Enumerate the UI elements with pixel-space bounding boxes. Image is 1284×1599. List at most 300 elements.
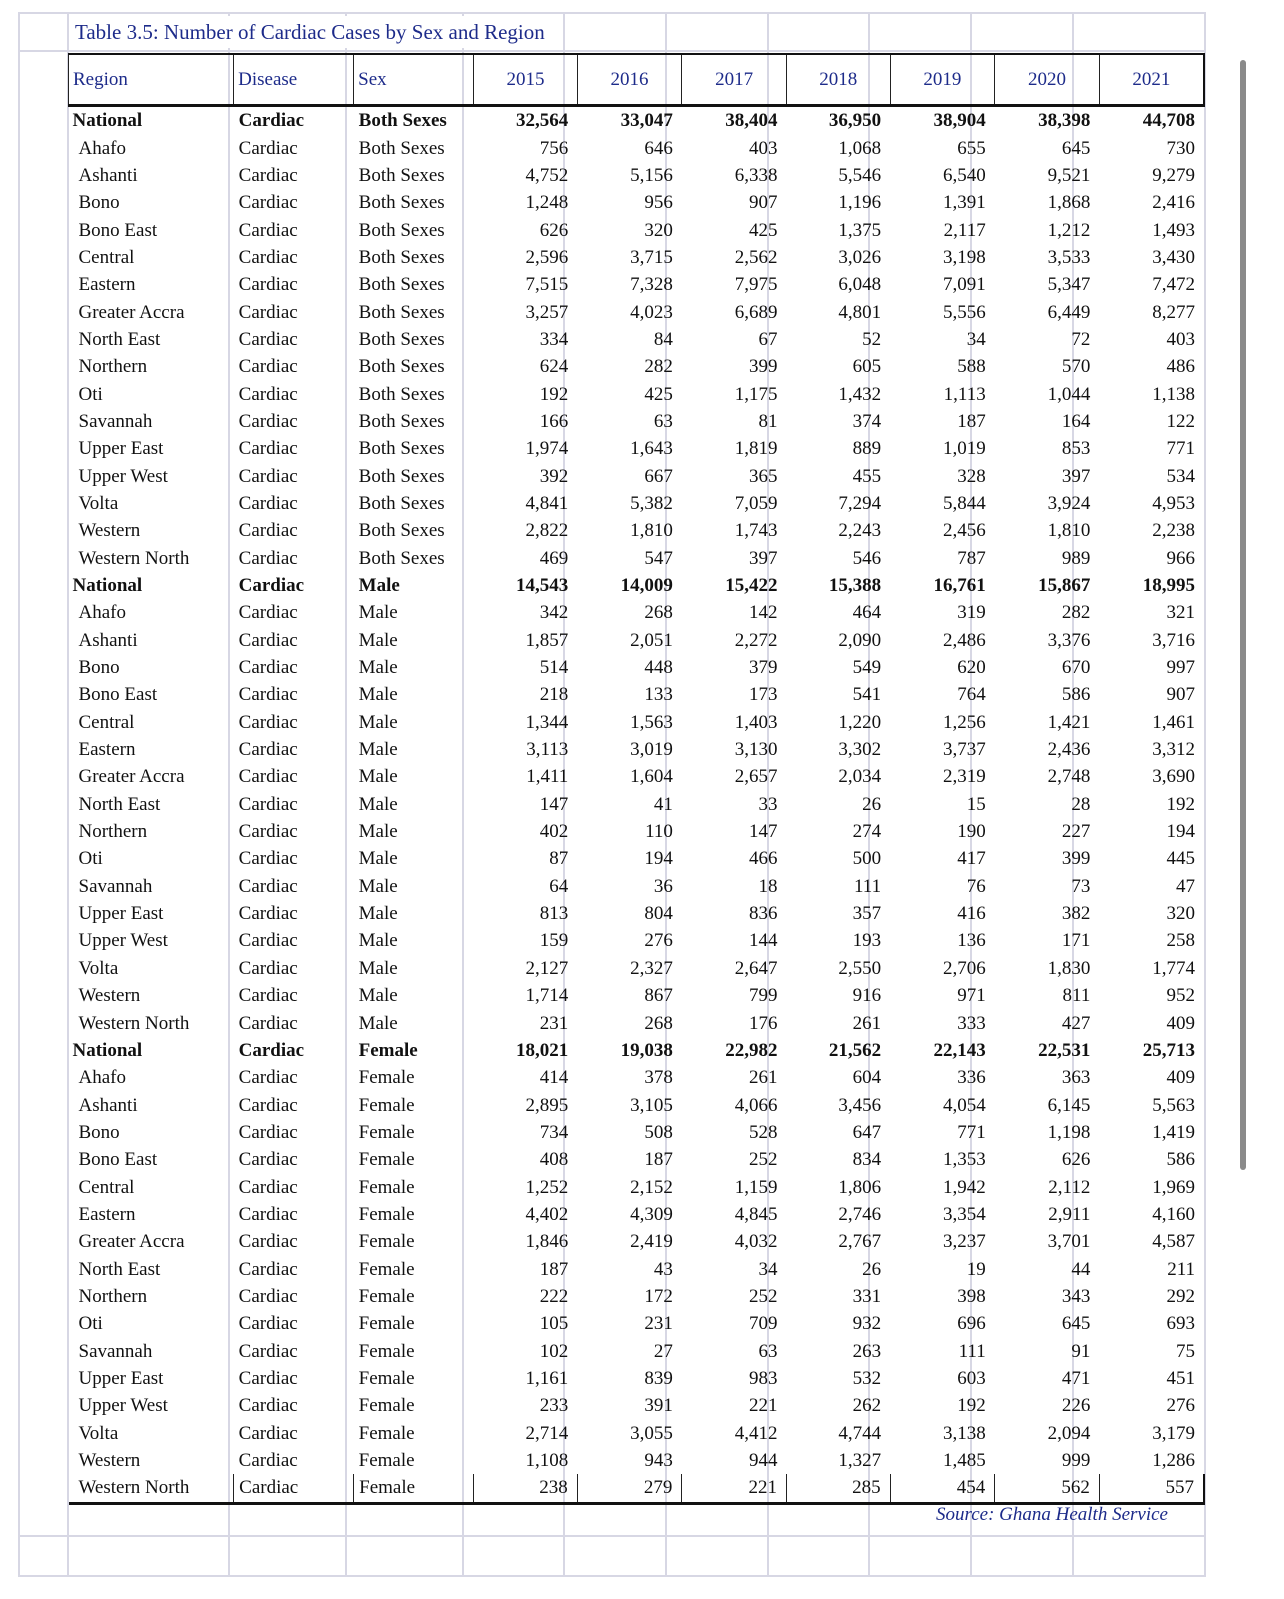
value-cell-2019: 2,117: [943, 219, 986, 241]
column-header-2015: 2015: [474, 54, 578, 106]
value-cell-2017: 81: [758, 410, 778, 432]
table-row: [69, 326, 1205, 353]
value-cell-2021: 194: [1166, 821, 1195, 843]
table-row: [69, 955, 1205, 982]
value-cell-2020: 626: [1061, 1149, 1091, 1171]
region-cell: Northern: [78, 821, 148, 843]
value-cell-2017: 18: [758, 875, 778, 897]
table-row: [69, 818, 1205, 845]
value-cell-2017: 67: [758, 328, 778, 350]
sex-cell: Female: [358, 1094, 415, 1116]
value-cell-2019: 76: [966, 875, 986, 897]
region-cell: Upper West: [78, 1395, 168, 1417]
table-row: [69, 408, 1205, 435]
disease-cell: Cardiac: [238, 1203, 298, 1225]
value-cell-2021: 1,493: [1152, 219, 1195, 241]
region-cell: Central: [78, 711, 135, 733]
value-cell-2018: 455: [852, 465, 882, 487]
value-cell-2019: 336: [957, 1067, 986, 1089]
column-header-region: Region: [69, 54, 234, 106]
value-cell-2018: 1,196: [838, 192, 882, 214]
value-cell-2016: 5,382: [630, 492, 673, 514]
value-cell-2021: 403: [1166, 328, 1195, 350]
value-cell-2018: 932: [852, 1313, 882, 1335]
sex-cell: Female: [358, 1176, 415, 1198]
value-cell-2016: 231: [644, 1313, 673, 1335]
value-cell-2017: 142: [748, 602, 778, 624]
table-row: [69, 1283, 1205, 1310]
sex-cell: Both Sexes: [358, 547, 445, 569]
value-cell-2015: 4,752: [525, 164, 569, 186]
value-cell-2019: 771: [957, 1121, 986, 1143]
value-cell-2015: 166: [539, 410, 569, 432]
value-cell-2021: 907: [1166, 684, 1195, 706]
value-cell-2015: 2,596: [525, 246, 569, 268]
value-cell-2019: 19: [966, 1258, 986, 1280]
value-cell-2018: 5,546: [838, 164, 882, 186]
value-cell-2020: 282: [1061, 602, 1091, 624]
region-cell: North East: [78, 793, 161, 815]
column-header-disease: Disease: [234, 54, 354, 106]
value-cell-2019: 3,354: [942, 1203, 986, 1225]
value-cell-2016: 5,156: [630, 164, 673, 186]
value-cell-2020: 1,044: [1047, 383, 1091, 405]
region-cell: Northern: [78, 356, 148, 378]
value-cell-2018: 357: [852, 903, 882, 925]
value-cell-2016: 1,604: [630, 766, 673, 788]
value-cell-2020: 2,911: [1048, 1203, 1091, 1225]
value-cell-2017: 176: [748, 1012, 778, 1034]
value-cell-2016: 63: [653, 410, 673, 432]
value-cell-2019: 4,054: [942, 1094, 986, 1116]
value-cell-2020: 28: [1071, 793, 1091, 815]
value-cell-2018: 3,302: [838, 739, 882, 761]
value-cell-2019: 2,486: [942, 629, 986, 651]
value-cell-2017: 983: [748, 1367, 778, 1389]
table-row: [69, 244, 1205, 271]
table-row-national: [69, 1037, 1205, 1064]
table-row: [69, 627, 1205, 654]
sex-cell: Male: [358, 602, 398, 624]
value-cell-2016: 547: [644, 547, 673, 569]
disease-cell: Cardiac: [238, 629, 298, 651]
value-cell-2019: 187: [957, 410, 986, 432]
value-cell-2017: 15,422: [725, 575, 778, 597]
value-cell-2015: 2,822: [525, 520, 569, 542]
value-cell-2015: 147: [539, 793, 569, 815]
value-cell-2015: 334: [539, 328, 569, 350]
value-cell-2018: 605: [852, 356, 882, 378]
value-cell-2017: 6,338: [734, 164, 778, 186]
value-cell-2015: 1,974: [525, 438, 569, 460]
sex-cell: Both Sexes: [358, 438, 445, 460]
value-cell-2015: 402: [539, 821, 569, 843]
value-cell-2017: 2,647: [734, 957, 778, 979]
sex-cell: Both Sexes: [358, 110, 447, 132]
value-cell-2020: 9,521: [1047, 164, 1091, 186]
value-cell-2017: 799: [748, 985, 778, 1007]
value-cell-2017: 252: [748, 1285, 778, 1307]
table-row: [69, 490, 1205, 517]
value-cell-2019: 417: [957, 848, 986, 870]
disease-cell: Cardiac: [238, 465, 298, 487]
table-row: [69, 763, 1205, 790]
value-cell-2015: 32,564: [515, 110, 569, 132]
value-cell-2019: 333: [957, 1012, 986, 1034]
disease-cell: Cardiac: [238, 985, 298, 1007]
value-cell-2021: 2,416: [1152, 192, 1195, 214]
value-cell-2020: 3,376: [1047, 629, 1091, 651]
value-cell-2020: 999: [1061, 1450, 1091, 1472]
sex-cell: Female: [358, 1367, 415, 1389]
disease-cell: Cardiac: [238, 739, 298, 761]
table-row: [69, 1091, 1205, 1118]
region-cell: Volta: [78, 1422, 119, 1444]
value-cell-2019: 398: [957, 1285, 986, 1307]
sex-cell: Female: [358, 1395, 415, 1417]
region-cell: Central: [78, 246, 135, 268]
value-cell-2017: 4,412: [734, 1422, 778, 1444]
region-cell: Greater Accra: [78, 301, 185, 323]
value-cell-2020: 44: [1071, 1258, 1091, 1280]
value-cell-2018: 261: [852, 1012, 882, 1034]
value-cell-2021: 3,430: [1152, 246, 1195, 268]
value-cell-2017: 403: [748, 137, 778, 159]
vertical-scrollbar[interactable]: [1240, 60, 1246, 1170]
value-cell-2018: 2,746: [838, 1203, 882, 1225]
value-cell-2018: 647: [852, 1121, 882, 1143]
disease-cell: Cardiac: [234, 1474, 354, 1503]
value-cell-2019: 328: [957, 465, 986, 487]
value-cell-2021: 4,953: [1152, 492, 1195, 514]
value-cell-2021: 122: [1166, 410, 1195, 432]
value-cell-2020: 91: [1071, 1340, 1091, 1362]
region-cell: Upper West: [78, 930, 168, 952]
value-cell-2018: 26: [862, 1258, 882, 1280]
value-cell-2016: 27: [653, 1340, 673, 1362]
value-cell-2016: 956: [644, 192, 673, 214]
disease-cell: Cardiac: [238, 1395, 298, 1417]
disease-cell: Cardiac: [238, 1067, 298, 1089]
table-row: [69, 435, 1205, 462]
column-header-2019: 2019: [890, 54, 995, 106]
value-cell-2016: 378: [644, 1067, 673, 1089]
value-cell-2017: 252: [748, 1149, 778, 1171]
region-cell: National: [72, 1039, 143, 1061]
value-cell-2016: 646: [644, 137, 673, 159]
value-cell-2019: 764: [957, 684, 986, 706]
value-cell-2018: 2,767: [838, 1231, 882, 1253]
value-cell-2015: 238: [474, 1474, 578, 1503]
table-row: [69, 1392, 1205, 1419]
value-cell-2020: 989: [1061, 547, 1091, 569]
region-cell: Ahafo: [78, 1067, 126, 1089]
table-row: [69, 1447, 1205, 1474]
value-cell-2016: 19,038: [620, 1039, 673, 1061]
value-cell-2018: 541: [852, 684, 882, 706]
region-cell: Western North: [78, 1012, 190, 1034]
value-cell-2015: 624: [539, 356, 569, 378]
value-cell-2017: 1,175: [734, 383, 778, 405]
value-cell-2015: 813: [539, 903, 569, 925]
value-cell-2015: 1,846: [525, 1231, 569, 1253]
table-row: [69, 462, 1205, 489]
value-cell-2021: 258: [1166, 930, 1195, 952]
disease-cell: Cardiac: [238, 957, 298, 979]
sex-cell: Male: [358, 739, 398, 761]
region-cell: Ashanti: [78, 164, 138, 186]
value-cell-2017: 63: [758, 1340, 778, 1362]
value-cell-2018: 331: [852, 1285, 882, 1307]
cardiac-cases-table: [68, 53, 1205, 1505]
value-cell-2015: 105: [539, 1313, 569, 1335]
value-cell-2018: 3,026: [838, 246, 882, 268]
value-cell-2021: 75: [1176, 1340, 1195, 1362]
value-cell-2020: 1,212: [1047, 219, 1091, 241]
value-cell-2021: 292: [1166, 1285, 1195, 1307]
value-cell-2016: 33,047: [620, 110, 673, 132]
value-cell-2015: 1,248: [525, 192, 569, 214]
table-row: [69, 271, 1205, 298]
value-cell-2020: 2,094: [1047, 1422, 1091, 1444]
value-cell-2016: 425: [644, 383, 673, 405]
value-cell-2016: 133: [644, 684, 673, 706]
value-cell-2019: 16,761: [933, 575, 986, 597]
value-cell-2021: 2,238: [1152, 520, 1195, 542]
value-cell-2015: 2,895: [525, 1094, 569, 1116]
value-cell-2016: 187: [644, 1149, 673, 1171]
value-cell-2020: 397: [1061, 465, 1091, 487]
table-row: [69, 545, 1205, 572]
sex-cell: Both Sexes: [358, 356, 445, 378]
value-cell-2017: 147: [748, 821, 778, 843]
value-cell-2020: 811: [1062, 985, 1091, 1007]
disease-cell: Cardiac: [238, 657, 298, 679]
value-cell-2015: 756: [539, 137, 569, 159]
disease-cell: Cardiac: [238, 903, 298, 925]
value-cell-2016: 268: [644, 602, 673, 624]
region-cell: Upper East: [78, 438, 164, 460]
value-cell-2021: 8,277: [1152, 301, 1195, 323]
region-cell: Oti: [78, 1313, 103, 1335]
value-cell-2018: 262: [852, 1395, 882, 1417]
sex-cell: Female: [358, 1149, 415, 1171]
disease-cell: Cardiac: [238, 219, 298, 241]
value-cell-2019: 2,319: [942, 766, 986, 788]
sex-cell: Male: [358, 957, 398, 979]
value-cell-2019: 1,113: [943, 383, 986, 405]
region-cell: Oti: [78, 383, 103, 405]
value-cell-2018: 546: [852, 547, 882, 569]
value-cell-2015: 469: [539, 547, 569, 569]
disease-cell: Cardiac: [238, 602, 298, 624]
sex-cell: Female: [358, 1313, 415, 1335]
value-cell-2016: 839: [644, 1367, 673, 1389]
value-cell-2017: 399: [748, 356, 778, 378]
value-cell-2016: 4,309: [630, 1203, 673, 1225]
value-cell-2021: 3,179: [1152, 1422, 1195, 1444]
value-cell-2015: 4,402: [525, 1203, 569, 1225]
value-cell-2016: 2,419: [630, 1231, 673, 1253]
region-cell: Ahafo: [78, 137, 126, 159]
value-cell-2016: 84: [653, 328, 673, 350]
value-cell-2015: 1,857: [525, 629, 569, 651]
value-cell-2021: 534: [1166, 465, 1195, 487]
value-cell-2019: 655: [957, 137, 986, 159]
sex-cell: Both Sexes: [358, 137, 445, 159]
value-cell-2016: 3,105: [630, 1094, 673, 1116]
value-cell-2020: 471: [1061, 1367, 1091, 1389]
value-cell-2018: 2,090: [838, 629, 882, 651]
column-header-2020: 2020: [995, 54, 1100, 106]
sex-cell: Both Sexes: [358, 164, 445, 186]
value-cell-2019: 136: [957, 930, 986, 952]
value-cell-2016: 3,055: [630, 1422, 673, 1444]
value-cell-2019: 6,540: [942, 164, 986, 186]
region-cell: National: [72, 110, 143, 132]
disease-cell: Cardiac: [238, 1285, 298, 1307]
value-cell-2017: 836: [748, 903, 778, 925]
table-row: [69, 353, 1205, 380]
value-cell-2015: 1,714: [525, 985, 569, 1007]
table-row: [69, 517, 1205, 544]
value-cell-2017: 34: [758, 1258, 778, 1280]
value-cell-2018: 21,562: [828, 1039, 882, 1061]
value-cell-2018: 274: [852, 821, 882, 843]
table-row: [69, 1064, 1205, 1091]
value-cell-2019: 1,485: [942, 1450, 986, 1472]
value-cell-2019: 111: [958, 1340, 986, 1362]
value-cell-2016: 41: [653, 793, 673, 815]
value-cell-2016: 43: [653, 1258, 673, 1280]
value-cell-2016: 2,051: [630, 629, 673, 651]
value-cell-2019: 34: [966, 328, 986, 350]
disease-cell: Cardiac: [238, 383, 298, 405]
value-cell-2015: 87: [549, 848, 569, 870]
table-row: [69, 681, 1205, 708]
value-cell-2020: 2,436: [1047, 739, 1091, 761]
table-row: [69, 1365, 1205, 1392]
region-cell: Greater Accra: [78, 766, 185, 788]
value-cell-2020: 2,112: [1048, 1176, 1091, 1198]
value-cell-2019: 696: [957, 1313, 986, 1335]
sex-cell: Both Sexes: [358, 274, 445, 296]
value-cell-2018: 3,456: [838, 1094, 882, 1116]
value-cell-2016: 7,328: [630, 274, 673, 296]
region-cell: Bono East: [78, 219, 158, 241]
sex-cell: Male: [358, 711, 398, 733]
value-cell-2015: 7,515: [525, 274, 569, 296]
value-cell-2019: 22,143: [933, 1039, 986, 1061]
value-cell-2016: 268: [644, 1012, 673, 1034]
value-cell-2021: 18,995: [1142, 575, 1195, 597]
header-row: [69, 54, 1205, 106]
value-cell-2017: 1,403: [734, 711, 778, 733]
disease-cell: Cardiac: [238, 547, 298, 569]
sex-cell: Female: [358, 1450, 415, 1472]
value-cell-2017: 38,404: [725, 110, 778, 132]
value-cell-2021: 47: [1176, 875, 1195, 897]
table-row: [69, 1337, 1205, 1364]
value-cell-2020: 645: [1061, 137, 1091, 159]
sex-cell: Male: [358, 684, 398, 706]
value-cell-2019: 3,198: [942, 246, 986, 268]
value-cell-2019: 1,019: [942, 438, 986, 460]
sex-cell: Female: [358, 1231, 415, 1253]
value-cell-2017: 221: [748, 1395, 778, 1417]
disease-cell: Cardiac: [238, 137, 298, 159]
value-cell-2021: 445: [1166, 848, 1195, 870]
value-cell-2019: 3,737: [942, 739, 986, 761]
disease-cell: Cardiac: [238, 1176, 298, 1198]
value-cell-2015: 3,113: [526, 739, 569, 761]
sex-cell: Male: [358, 848, 398, 870]
sex-cell: Female: [358, 1203, 415, 1225]
value-cell-2015: 102: [539, 1340, 569, 1362]
value-cell-2017: 2,562: [734, 246, 778, 268]
sex-cell: Male: [358, 629, 398, 651]
value-cell-2015: 159: [539, 930, 569, 952]
region-cell: Greater Accra: [78, 1231, 185, 1253]
value-cell-2016: 172: [644, 1285, 673, 1307]
value-cell-2017: 173: [748, 684, 778, 706]
value-cell-2018: 7,294: [838, 492, 882, 514]
table-row: [69, 845, 1205, 872]
value-cell-2017: 7,059: [734, 492, 778, 514]
table-row-national: [69, 106, 1205, 135]
value-cell-2021: 5,563: [1152, 1094, 1195, 1116]
value-cell-2020: 72: [1071, 328, 1091, 350]
sex-cell: Female: [358, 1285, 415, 1307]
value-cell-2020: 363: [1061, 1067, 1091, 1089]
value-cell-2021: 486: [1166, 356, 1195, 378]
value-cell-2017: 944: [748, 1450, 778, 1472]
table-row: [69, 599, 1205, 626]
value-cell-2016: 867: [644, 985, 673, 1007]
value-cell-2019: 319: [957, 602, 986, 624]
disease-cell: Cardiac: [238, 1450, 298, 1472]
value-cell-2021: 409: [1166, 1067, 1195, 1089]
table-row: [69, 927, 1205, 954]
value-cell-2017: 1,159: [734, 1176, 778, 1198]
sex-cell: Female: [358, 1067, 415, 1089]
value-cell-2019: 588: [957, 356, 986, 378]
value-cell-2019: 1,942: [942, 1176, 986, 1198]
sex-cell: Both Sexes: [358, 219, 445, 241]
value-cell-2017: 7,975: [734, 274, 778, 296]
value-cell-2019: 190: [957, 821, 986, 843]
region-cell: Savannah: [78, 410, 153, 432]
value-cell-2015: 514: [539, 657, 569, 679]
disease-cell: Cardiac: [238, 1340, 298, 1362]
disease-cell: Cardiac: [238, 875, 298, 897]
sex-cell: Female: [358, 1121, 415, 1143]
disease-cell: Cardiac: [238, 1313, 298, 1335]
value-cell-2015: 1,161: [525, 1367, 569, 1389]
disease-cell: Cardiac: [238, 766, 298, 788]
value-cell-2016: 3,019: [630, 739, 673, 761]
value-cell-2019: 2,456: [942, 520, 986, 542]
value-cell-2017: 466: [748, 848, 778, 870]
value-cell-2016: 4,023: [630, 301, 673, 323]
column-header-2016: 2016: [577, 54, 682, 106]
value-cell-2015: 218: [539, 684, 569, 706]
sex-cell: Female: [358, 1340, 415, 1362]
value-cell-2017: 1,819: [734, 438, 778, 460]
disease-cell: Cardiac: [238, 711, 298, 733]
sex-cell: Female: [354, 1474, 474, 1503]
table-row: [69, 1310, 1205, 1337]
